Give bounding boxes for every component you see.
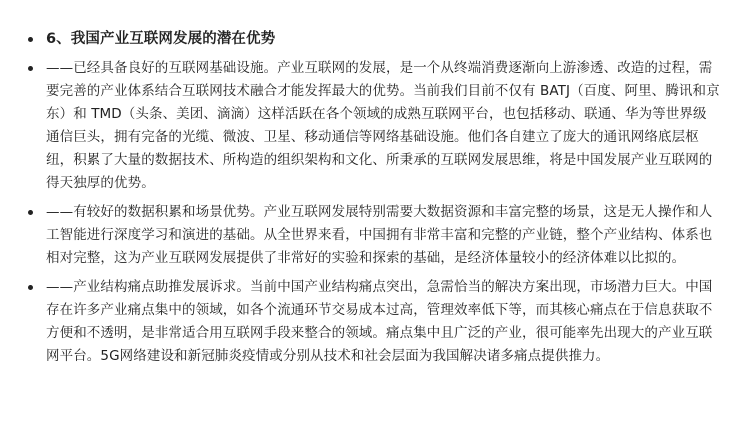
bullet-dot-icon — [28, 37, 33, 42]
list-item-pain-points — [24, 276, 720, 368]
bullet-dot-icon — [28, 210, 33, 215]
list-item-infrastructure — [24, 57, 720, 195]
paragraph-infrastructure: ——已经具备良好的互联网基础设施。产业互联网的发展，是一个从终端消费逐渐向上游渗透、改造的过程，需要完善的产业体系结合互联网技术融合才能发挥最大的优势。当前我们目前不仅有 BATJ（百度、阿里、腾讯和京东）和 TMD（头条、美团、滴滴）这样活跃在各个领域的成熟互联网平台，也包括移动、联通、华为等世界级通信巨头，拥有完备的光缆、微波、卫星、移动通信等网络基础设施。他们各自建立了庞大的通讯网络底层枢纽，积累了大量的数据技术、所构造的组织架构和文化、所秉承的互联网发展思维，将是中国发展产业互联网的得天独厚的优势。 — [46, 60, 720, 191]
bullet-dot-icon — [28, 285, 33, 290]
section-heading: 6、我国产业互联网发展的潜在优势 — [46, 31, 276, 47]
paragraph-data-scenario: ——有较好的数据积累和场景优势。产业互联网发展特别需要大数据资源和丰富完整的场景，这是无人操作和人工智能进行深度学习和演进的基础。从全世界来看，中国拥有非常丰富和完整的产业链，整个产业结构、体系也相对完整，这为产业互联网发展提供了非常好的实验和探索的基础，是经济体量较小的经济体难以比拟的。 — [46, 204, 713, 266]
heading-item — [24, 28, 720, 51]
paragraph-pain-points: ——产业结构痛点助推发展诉求。当前中国产业结构痛点突出，急需恰当的解决方案出现，市场潜力巨大。中国存在许多产业痛点集中的领域，如各个流通环节交易成本过高，管理效率低下等，而其核心痛点在于信息获取不方便和不透明，是非常适合用互联网手段来整合的领域。痛点集中且广泛的产业，很可能率先出现大的产业互联网平台。5G网络建设和新冠肺炎疫情或分别从技术和社会层面为我国解决诸多痛点提供推力。 — [46, 279, 713, 364]
list-item-data-scenario — [24, 201, 720, 270]
bullet-dot-icon — [28, 66, 33, 71]
bullet-list — [24, 28, 720, 368]
